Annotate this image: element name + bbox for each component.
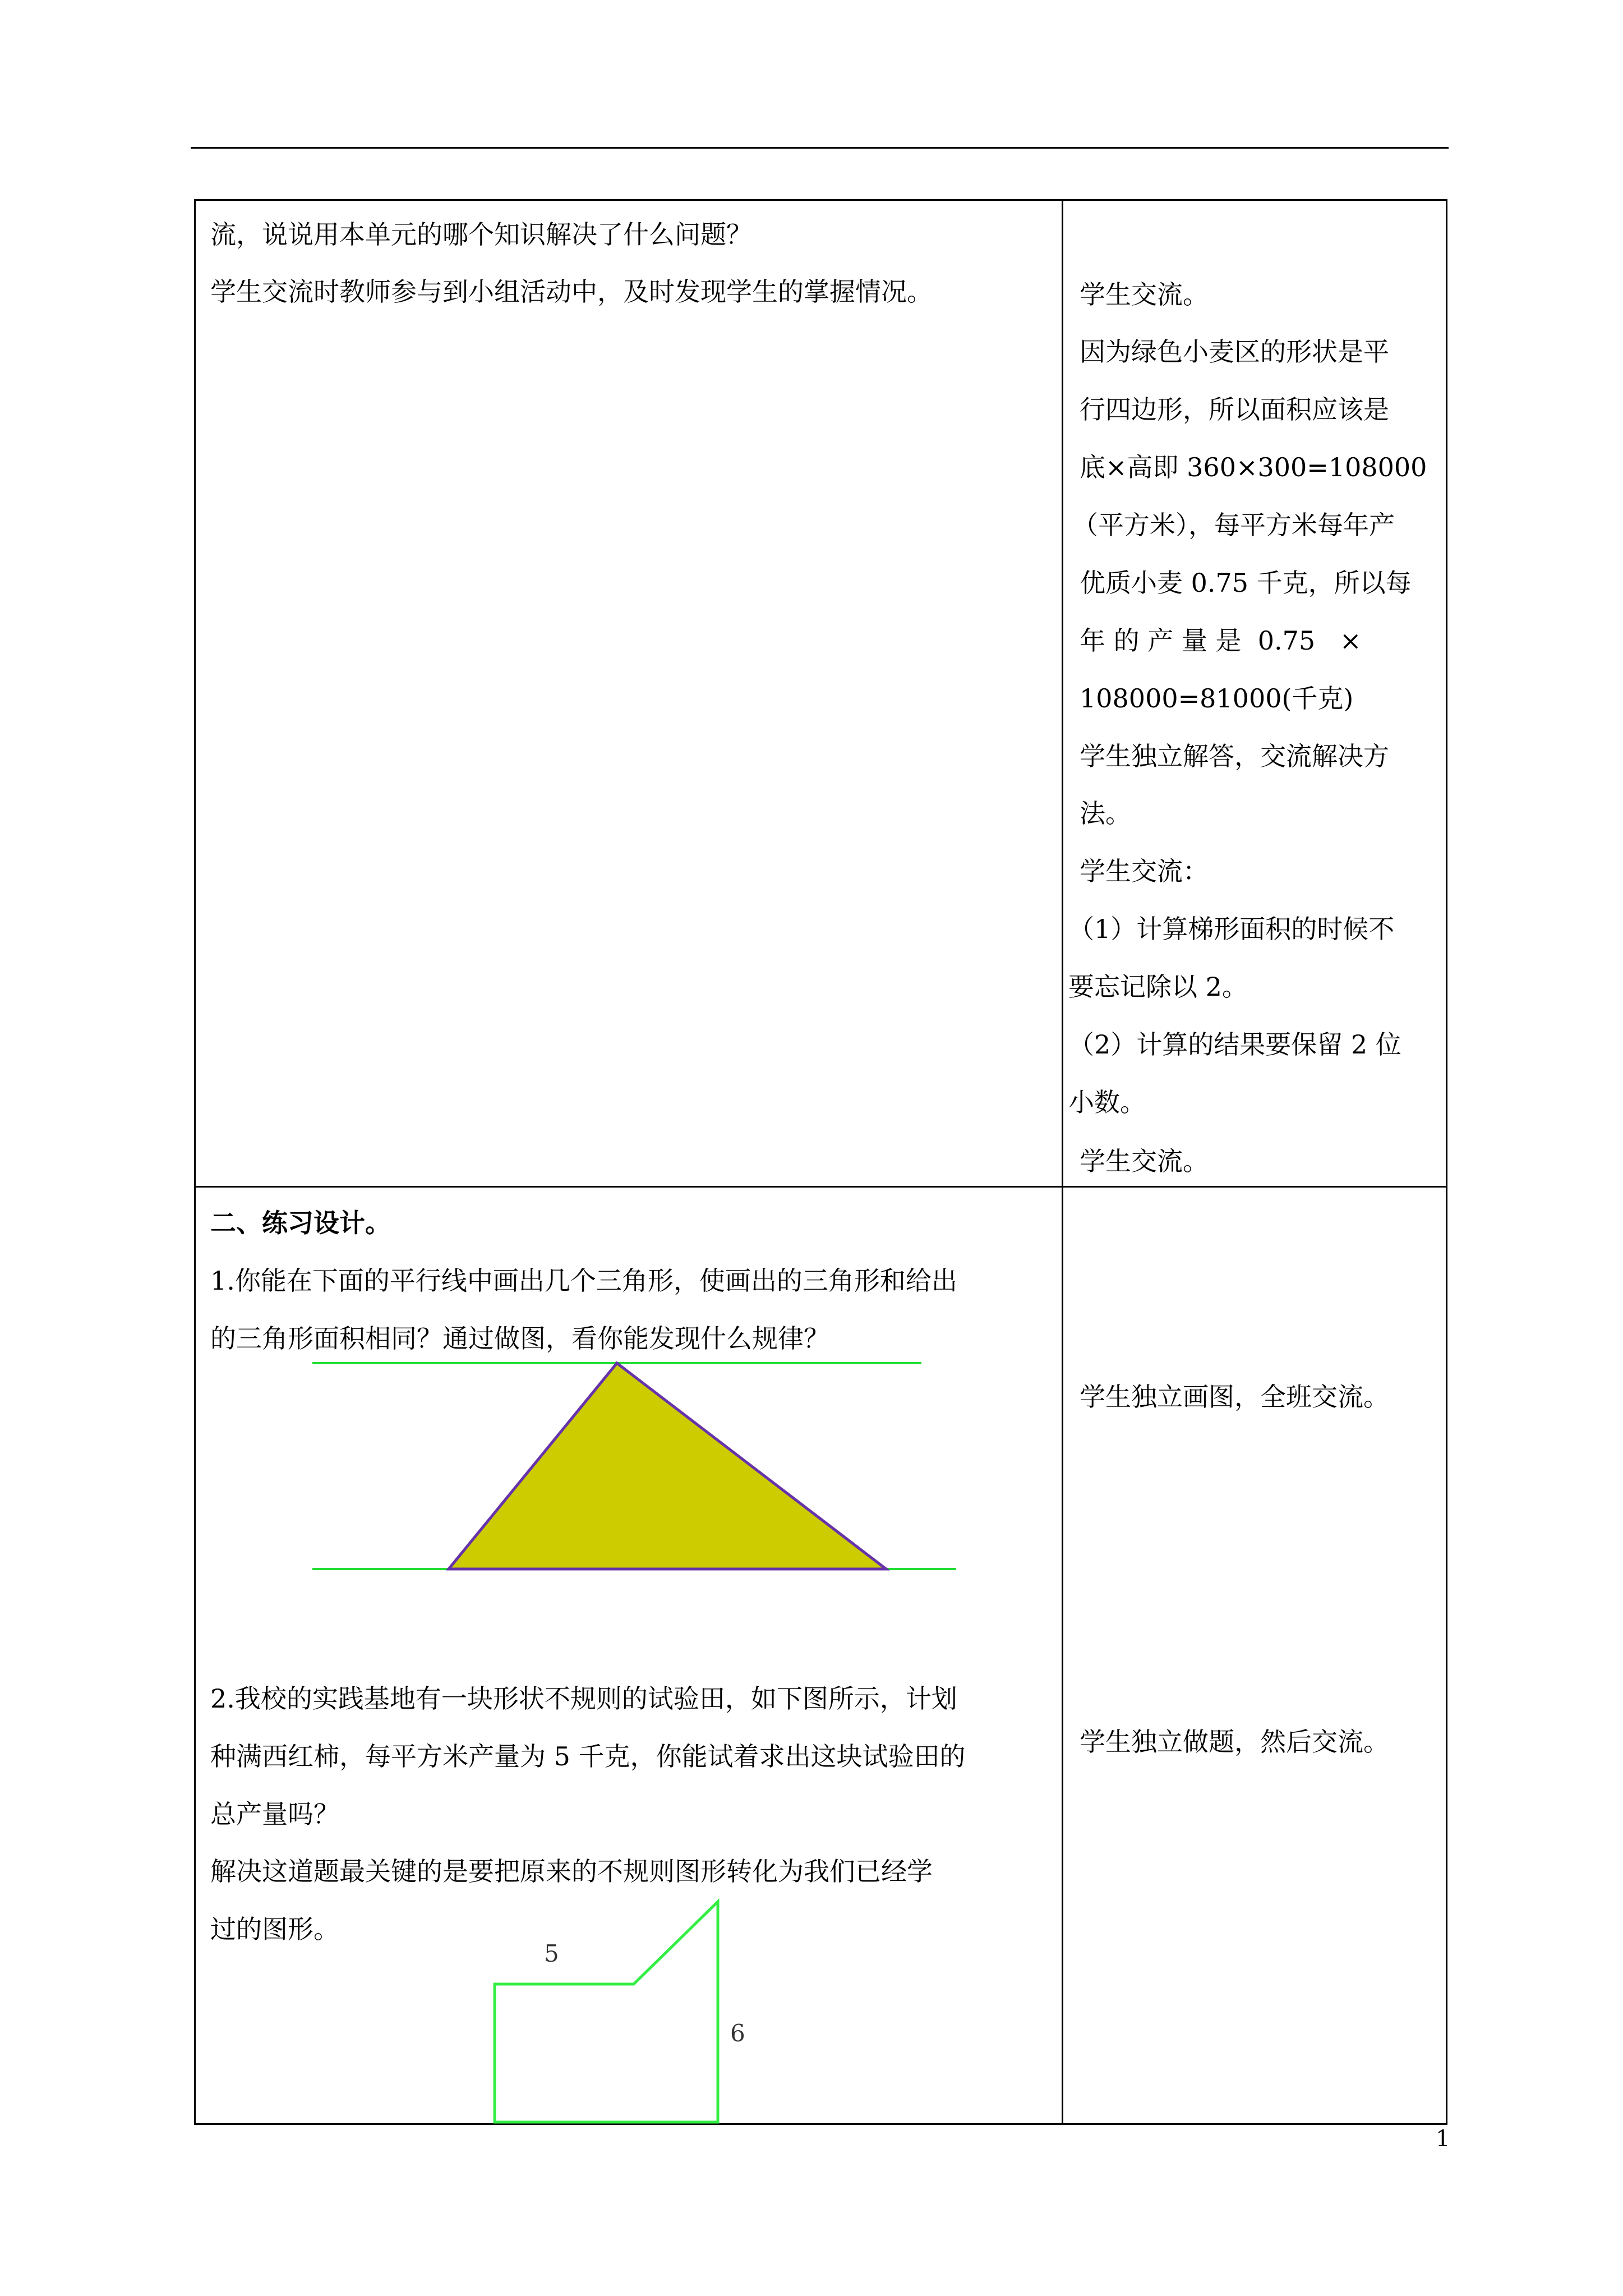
answer1: 学生独立画图，全班交流。: [1080, 1382, 1389, 1412]
section-heading: 二、练习设计。: [210, 1208, 391, 1238]
row1-right-l9: 学生独立解答，交流解决方: [1080, 741, 1389, 771]
row1-right-l13: 要忘记除以 2。: [1068, 972, 1248, 1002]
field-outline: [495, 1902, 718, 2122]
question1-line2: 的三角形面积相同？通过做图，看你能发现什么规律？: [210, 1323, 829, 1354]
row1-right-l14: （2）计算的结果要保留 2 位: [1068, 1029, 1401, 1060]
row1-right-l5: （平方米），每平方米每年产: [1072, 510, 1395, 540]
answer2: 学生独立做题，然后交流。: [1080, 1727, 1389, 1757]
row1-left-line1: 流，说说用本单元的哪个知识解决了什么问题？: [210, 219, 752, 250]
question2-line3: 总产量吗？: [210, 1799, 339, 1829]
row1-right-l7: 年 的 产 量 是 0.75 ×: [1080, 625, 1362, 656]
row1-right-l4: 底×高即 360×300=108000: [1080, 452, 1427, 482]
row1-right-l6: 优质小麦 0.75 千克，所以每: [1080, 568, 1412, 598]
row1-right-l8: 108000=81000(千克): [1080, 683, 1354, 714]
page-number: 1: [1436, 2126, 1450, 2152]
question1-line1: 1.你能在下面的平行线中画出几个三角形，使画出的三角形和给出: [210, 1266, 957, 1296]
row1-right-l3: 行四边形，所以面积应该是: [1080, 394, 1389, 425]
row1-right-l12: （1）计算梯形面积的时候不: [1068, 914, 1395, 944]
row1-left-line2: 学生交流时教师参与到小组活动中，及时发现学生的掌握情况。: [210, 277, 933, 307]
row1-right-l1: 学生交流。: [1080, 279, 1209, 310]
question2-line1: 2.我校的实践基地有一块形状不规则的试验田，如下图所示，计划: [210, 1683, 957, 1714]
figure-label-5: 5: [544, 1940, 559, 1967]
row1-right-l16: 学生交流。: [1080, 1146, 1209, 1176]
question2-line2: 种满西红柿，每平方米产量为 5 千克，你能试着求出这块试验田的: [210, 1741, 966, 1772]
row1-right-l10: 法。: [1080, 798, 1131, 829]
hint-line1: 解决这道题最关键的是要把原来的不规则图形转化为我们已经学: [210, 1856, 933, 1887]
row1-right-l11: 学生交流：: [1080, 856, 1209, 886]
row1-right-l15: 小数。: [1068, 1087, 1146, 1117]
hint-line2: 过的图形。: [210, 1914, 339, 1944]
row1-right-l2: 因为绿色小麦区的形状是平: [1080, 337, 1389, 367]
figure-label-6: 6: [730, 2019, 745, 2047]
